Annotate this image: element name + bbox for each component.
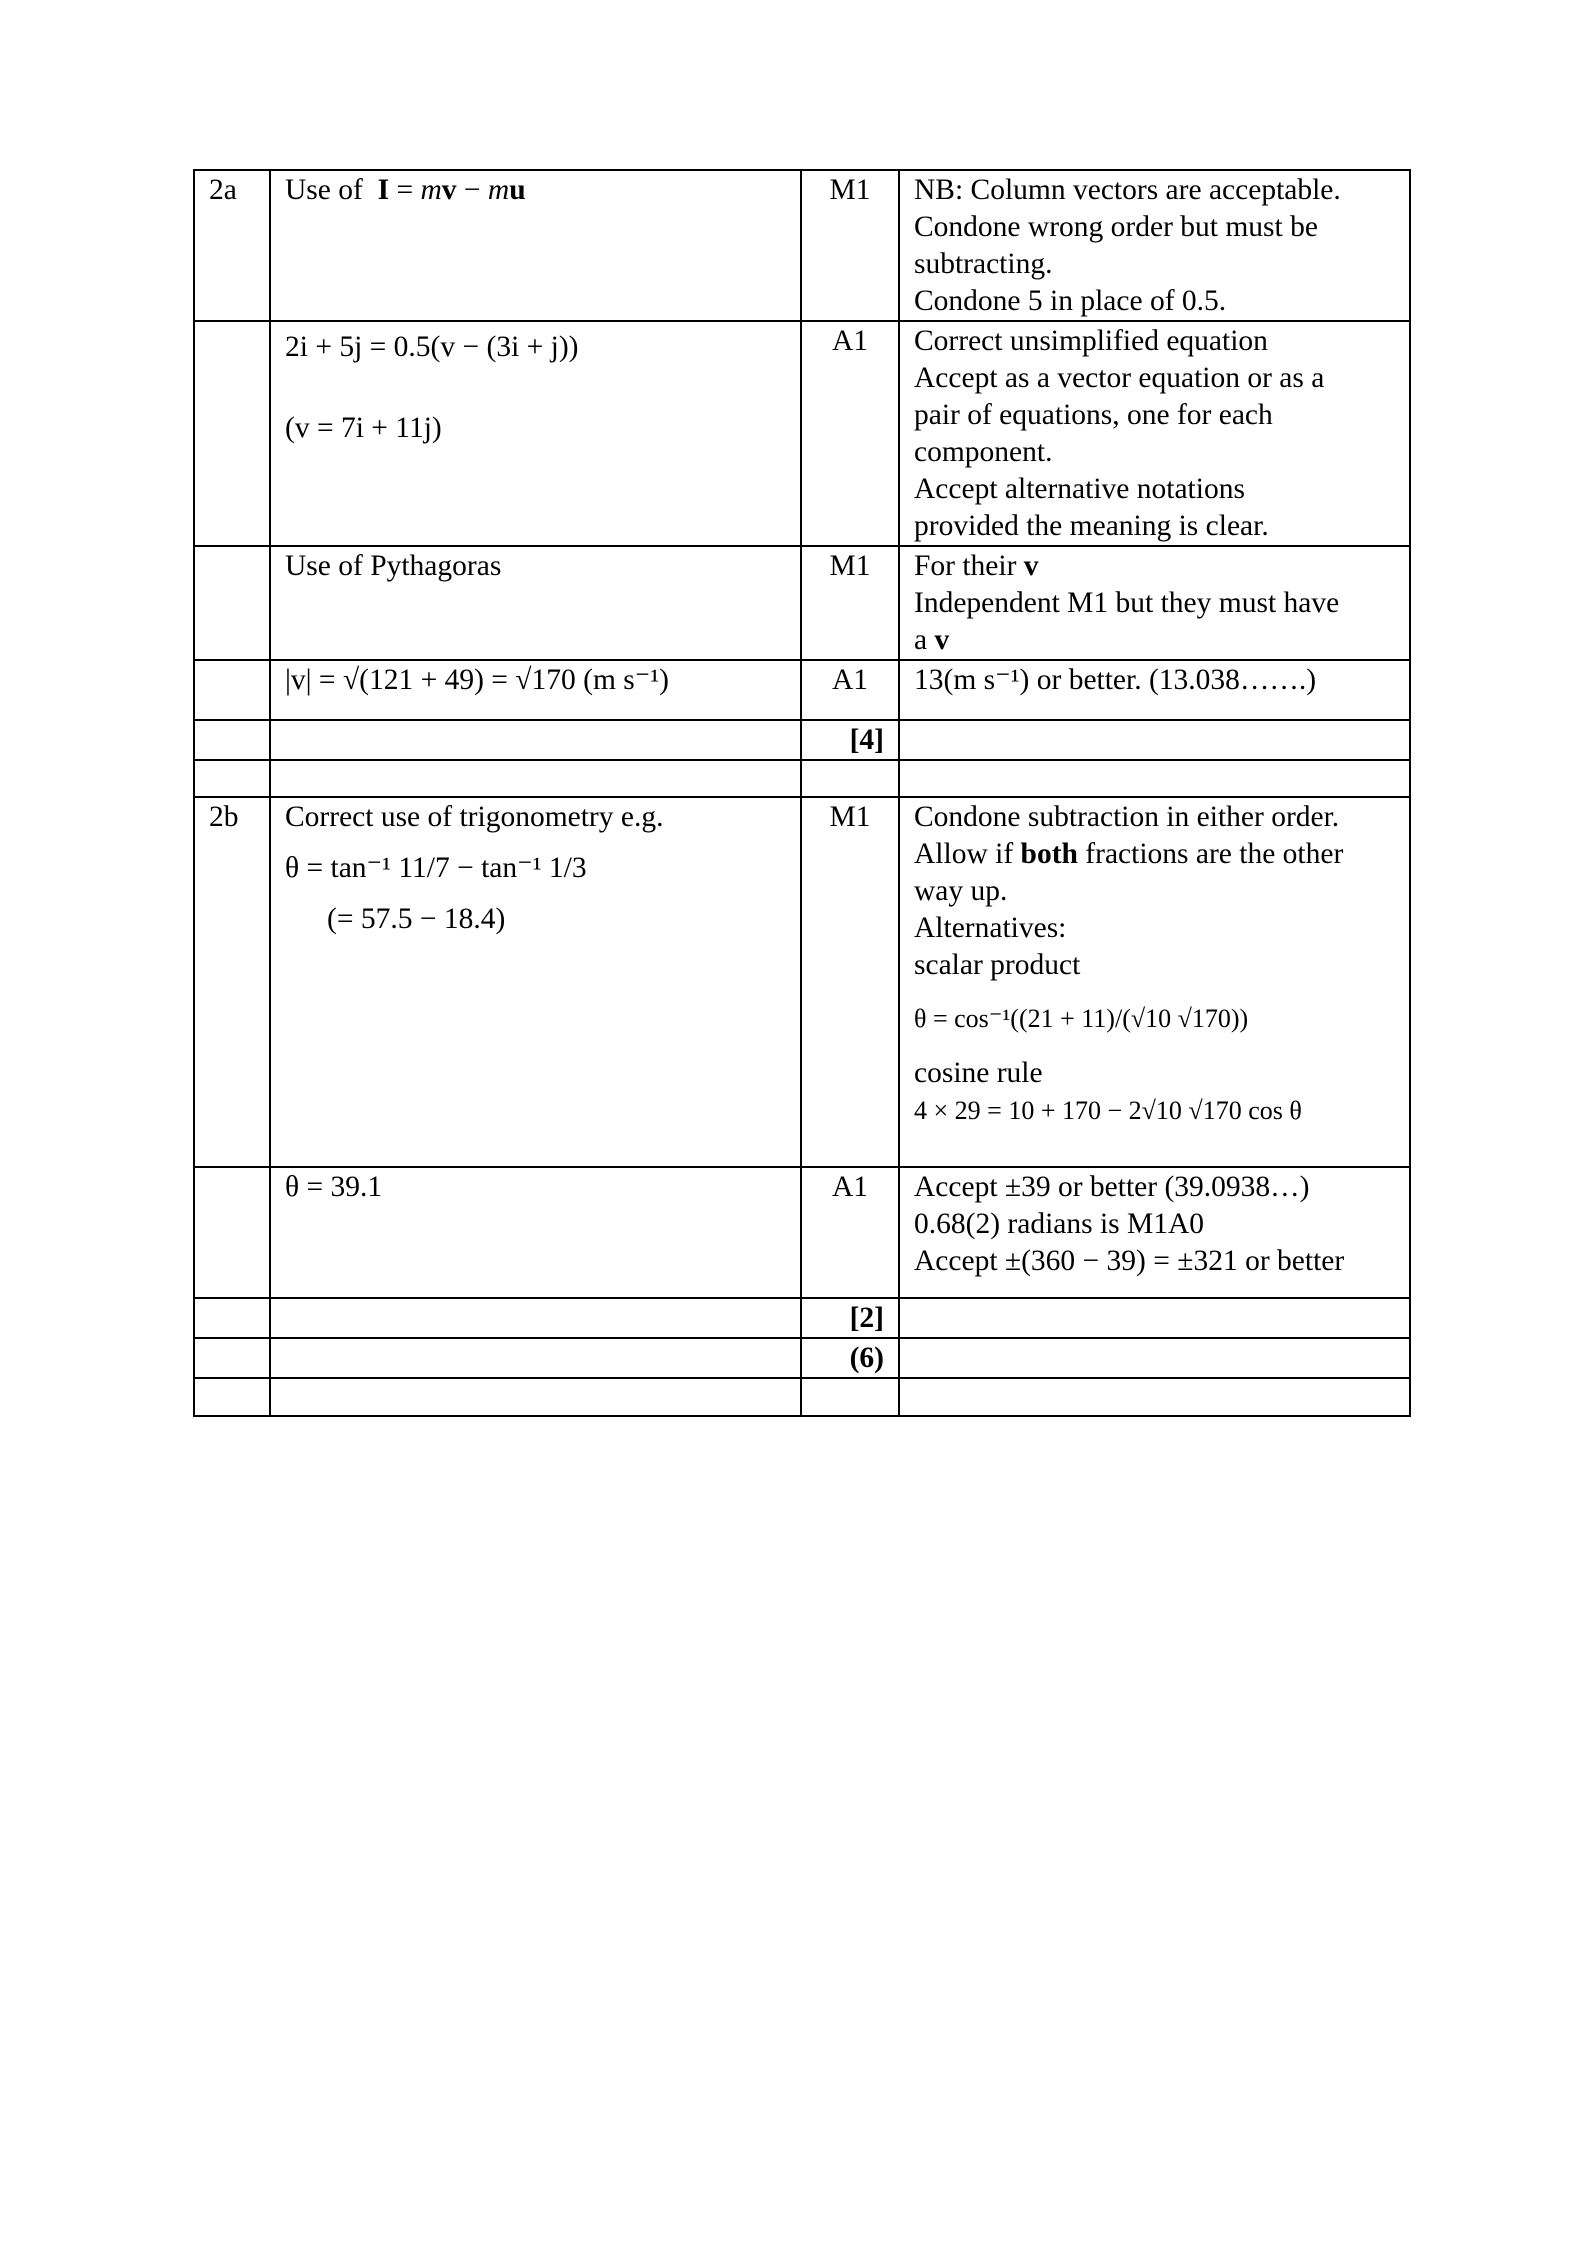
table-row <box>194 1167 1410 1298</box>
notes: 13(m s⁻¹) or better. (13.038…….) <box>899 660 1410 720</box>
mark: M1 <box>801 797 899 1167</box>
subtotal: [2] <box>801 1298 899 1338</box>
table-row <box>194 1298 1410 1338</box>
table-row <box>194 760 1410 797</box>
working <box>270 321 801 546</box>
note-line: Accept ±39 or better (39.0938…) <box>914 1171 1310 1203</box>
trig-values: (= 57.5 − 18.4) <box>327 903 506 935</box>
momentum-equation: 2i + 5j = 0.5(v − (3i + j)) <box>285 331 579 363</box>
note-line: Accept as a vector equation or as a <box>914 362 1325 394</box>
note-line: way up. <box>914 875 1008 907</box>
table-row <box>194 660 1410 720</box>
note-line: pair of equations, one for each <box>914 399 1273 431</box>
table-row <box>194 720 1410 760</box>
table-row <box>194 170 1410 321</box>
question-number: 2b <box>194 797 270 1167</box>
note-line: Independent M1 but they must have <box>914 587 1340 619</box>
note-line: Accept ±(360 − 39) = ±321 or better <box>914 1245 1345 1277</box>
working: θ = 39.1 <box>270 1167 801 1298</box>
notes <box>899 797 1410 1167</box>
note-line: Condone 5 in place of 0.5. <box>914 285 1227 317</box>
mark-scheme-table <box>193 169 1411 1417</box>
note-line: Alternatives: <box>914 912 1067 944</box>
note-line: a v <box>914 624 950 656</box>
table-row <box>194 546 1410 660</box>
notes <box>899 546 1410 660</box>
subtotal: [4] <box>801 720 899 760</box>
working: |v| = √(121 + 49) = √170 (m s⁻¹) <box>270 660 801 720</box>
mark: M1 <box>801 546 899 660</box>
note-line: Allow if both fractions are the other <box>914 838 1344 870</box>
table-row <box>194 797 1410 1167</box>
note-line: provided the meaning is clear. <box>914 510 1269 542</box>
mark: A1 <box>801 660 899 720</box>
note-line: For their v <box>914 550 1039 582</box>
working: Correct use of trigonometry e.g. θ = tan⁻¹ 11/7 − tan⁻¹ 1/3 (= 57.5 − 18.4) <box>270 797 801 1167</box>
note-line: subtracting. <box>914 248 1053 280</box>
note-formula: θ = cos⁻¹((21 + 11)/(√10 √170)) <box>914 1004 1249 1033</box>
working: Use of Pythagoras <box>270 546 801 660</box>
note-line: Condone wrong order but must be <box>914 211 1318 243</box>
table-row <box>194 321 1410 546</box>
note-formula: 4 × 29 = 10 + 170 − 2√10 √170 cos θ <box>914 1096 1302 1125</box>
mark: A1 <box>801 321 899 546</box>
note-line: component. <box>914 436 1053 468</box>
note-line: scalar product <box>914 949 1081 981</box>
notes <box>899 321 1410 546</box>
velocity-result: (v = 7i + 11j) <box>285 412 442 444</box>
mark: A1 <box>801 1167 899 1298</box>
total: (6) <box>801 1338 899 1378</box>
note-line: Correct unsimplified equation <box>914 325 1268 357</box>
working: Use of I = mv − mu <box>270 170 801 321</box>
note-line: Condone subtraction in either order. <box>914 801 1340 833</box>
note-line: cosine rule <box>914 1057 1043 1089</box>
notes <box>899 170 1410 321</box>
note-line: NB: Column vectors are acceptable. <box>914 174 1341 206</box>
note-line: Accept alternative notations <box>914 473 1245 505</box>
notes <box>899 1167 1410 1298</box>
mark: M1 <box>801 170 899 321</box>
trig-formula: θ = tan⁻¹ 11/7 − tan⁻¹ 1/3 <box>285 852 587 884</box>
question-number: 2a <box>194 170 270 321</box>
table-row <box>194 1338 1410 1378</box>
note-line: 0.68(2) radians is M1A0 <box>914 1208 1205 1240</box>
table-row <box>194 1378 1410 1416</box>
